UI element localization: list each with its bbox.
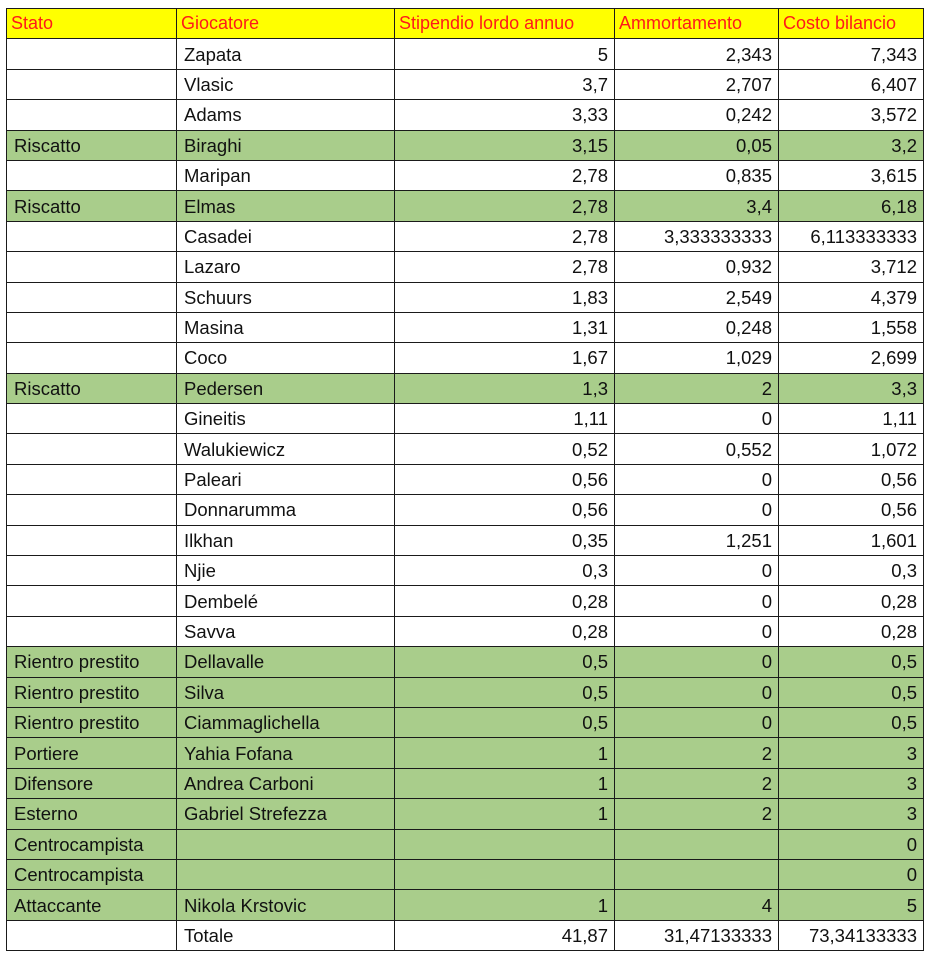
cell-stipendio: 2,78 xyxy=(395,160,615,190)
cell-stato: Centrocampista xyxy=(7,859,177,889)
cell-stipendio: 0,5 xyxy=(395,677,615,707)
cell-ammortamento: 2 xyxy=(615,799,779,829)
table-row xyxy=(7,586,924,616)
cell-stipendio: 0,28 xyxy=(395,586,615,616)
cell-costo: 3,2 xyxy=(779,130,924,160)
cell-stipendio: 0,28 xyxy=(395,616,615,646)
cell-stipendio: 3,15 xyxy=(395,130,615,160)
table-row xyxy=(7,252,924,282)
cell-costo: 1,601 xyxy=(779,525,924,555)
cell-ammortamento: 2,707 xyxy=(615,69,779,99)
cell-costo: 7,343 xyxy=(779,39,924,69)
cell-stato xyxy=(7,586,177,616)
table-row xyxy=(7,647,924,677)
table-body xyxy=(7,39,924,920)
cell-ammortamento: 0,552 xyxy=(615,434,779,464)
cell-costo: 3 xyxy=(779,768,924,798)
cell-stato: Centrocampista xyxy=(7,829,177,859)
table-row xyxy=(7,100,924,130)
cell-stipendio: 1,83 xyxy=(395,282,615,312)
cell-stato xyxy=(7,404,177,434)
totals-ammortamento: 31,47133333 xyxy=(615,920,779,950)
cell-giocatore: Elmas xyxy=(177,191,395,221)
cell-costo: 4,379 xyxy=(779,282,924,312)
cell-giocatore: Adams xyxy=(177,100,395,130)
cell-costo: 3,572 xyxy=(779,100,924,130)
cell-costo: 3 xyxy=(779,799,924,829)
cell-ammortamento: 1,029 xyxy=(615,343,779,373)
cell-ammortamento: 0 xyxy=(615,616,779,646)
cell-giocatore: Silva xyxy=(177,677,395,707)
cell-stipendio: 1 xyxy=(395,890,615,920)
table-row xyxy=(7,799,924,829)
cell-stipendio: 1 xyxy=(395,738,615,768)
cell-ammortamento: 3,333333333 xyxy=(615,221,779,251)
cell-stato: Rientro prestito xyxy=(7,707,177,737)
cell-giocatore: Walukiewicz xyxy=(177,434,395,464)
cell-costo: 5 xyxy=(779,890,924,920)
cell-ammortamento: 0 xyxy=(615,464,779,494)
cell-giocatore: Ciammaglichella xyxy=(177,707,395,737)
cell-ammortamento: 0,05 xyxy=(615,130,779,160)
cell-stipendio: 5 xyxy=(395,39,615,69)
salary-table xyxy=(6,8,924,951)
cell-ammortamento: 4 xyxy=(615,890,779,920)
cell-ammortamento: 0,242 xyxy=(615,100,779,130)
cell-stipendio: 1 xyxy=(395,799,615,829)
cell-stipendio: 0,5 xyxy=(395,647,615,677)
cell-stato xyxy=(7,39,177,69)
cell-giocatore: Andrea Carboni xyxy=(177,768,395,798)
cell-costo: 2,699 xyxy=(779,343,924,373)
cell-ammortamento xyxy=(615,859,779,889)
cell-giocatore: Ilkhan xyxy=(177,525,395,555)
table-row xyxy=(7,616,924,646)
cell-giocatore: Lazaro xyxy=(177,252,395,282)
cell-costo: 3,3 xyxy=(779,373,924,403)
table-row xyxy=(7,282,924,312)
table-row xyxy=(7,404,924,434)
cell-stipendio: 0,5 xyxy=(395,707,615,737)
cell-stato xyxy=(7,221,177,251)
cell-giocatore: Schuurs xyxy=(177,282,395,312)
cell-stato xyxy=(7,616,177,646)
cell-stato xyxy=(7,282,177,312)
totals-stipendio: 41,87 xyxy=(395,920,615,950)
table-row xyxy=(7,890,924,920)
cell-ammortamento: 3,4 xyxy=(615,191,779,221)
cell-ammortamento: 0 xyxy=(615,707,779,737)
cell-stato: Attaccante xyxy=(7,890,177,920)
cell-giocatore: Njie xyxy=(177,556,395,586)
cell-stipendio: 1,67 xyxy=(395,343,615,373)
table-row xyxy=(7,859,924,889)
cell-costo: 3,712 xyxy=(779,252,924,282)
cell-giocatore: Coco xyxy=(177,343,395,373)
cell-giocatore: Yahia Fofana xyxy=(177,738,395,768)
table-row xyxy=(7,312,924,342)
cell-stato xyxy=(7,343,177,373)
table-row xyxy=(7,160,924,190)
cell-giocatore: Nikola Krstovic xyxy=(177,890,395,920)
cell-giocatore: Maripan xyxy=(177,160,395,190)
cell-stato xyxy=(7,434,177,464)
cell-costo: 0,5 xyxy=(779,707,924,737)
cell-stato xyxy=(7,495,177,525)
header-stipendio: Stipendio lordo annuo xyxy=(395,9,615,39)
cell-costo: 0 xyxy=(779,829,924,859)
cell-ammortamento xyxy=(615,829,779,859)
cell-ammortamento: 1,251 xyxy=(615,525,779,555)
cell-costo: 0,3 xyxy=(779,556,924,586)
cell-stipendio: 2,78 xyxy=(395,252,615,282)
cell-stato: Rientro prestito xyxy=(7,647,177,677)
table-row xyxy=(7,829,924,859)
cell-stato: Portiere xyxy=(7,738,177,768)
cell-stipendio: 1,3 xyxy=(395,373,615,403)
cell-stato: Difensore xyxy=(7,768,177,798)
cell-stato: Riscatto xyxy=(7,373,177,403)
cell-stipendio: 0,52 xyxy=(395,434,615,464)
cell-giocatore: Gineitis xyxy=(177,404,395,434)
cell-giocatore: Pedersen xyxy=(177,373,395,403)
cell-ammortamento: 0,932 xyxy=(615,252,779,282)
cell-costo: 0,56 xyxy=(779,464,924,494)
header-ammortamento: Ammortamento xyxy=(615,9,779,39)
cell-costo: 0,56 xyxy=(779,495,924,525)
table-row xyxy=(7,738,924,768)
cell-ammortamento: 0 xyxy=(615,556,779,586)
totals-costo: 73,34133333 xyxy=(779,920,924,950)
table-row xyxy=(7,434,924,464)
cell-stipendio: 0,35 xyxy=(395,525,615,555)
cell-stato: Rientro prestito xyxy=(7,677,177,707)
cell-stato xyxy=(7,69,177,99)
table-row xyxy=(7,373,924,403)
table-row xyxy=(7,556,924,586)
cell-ammortamento: 0 xyxy=(615,404,779,434)
cell-stipendio: 0,56 xyxy=(395,495,615,525)
cell-stipendio: 0,3 xyxy=(395,556,615,586)
header-costo: Costo bilancio xyxy=(779,9,924,39)
cell-giocatore xyxy=(177,829,395,859)
cell-ammortamento: 0,835 xyxy=(615,160,779,190)
cell-ammortamento: 2 xyxy=(615,768,779,798)
cell-costo: 1,072 xyxy=(779,434,924,464)
cell-stato: Esterno xyxy=(7,799,177,829)
cell-giocatore: Biraghi xyxy=(177,130,395,160)
cell-stipendio: 3,7 xyxy=(395,69,615,99)
cell-stato xyxy=(7,312,177,342)
cell-costo: 1,558 xyxy=(779,312,924,342)
cell-stato xyxy=(7,100,177,130)
header-stato: Stato xyxy=(7,9,177,39)
cell-ammortamento: 0,248 xyxy=(615,312,779,342)
cell-stipendio: 3,33 xyxy=(395,100,615,130)
cell-giocatore: Dembelé xyxy=(177,586,395,616)
cell-stato xyxy=(7,252,177,282)
cell-costo: 6,113333333 xyxy=(779,221,924,251)
table-row xyxy=(7,525,924,555)
table-row xyxy=(7,343,924,373)
cell-giocatore: Donnarumma xyxy=(177,495,395,525)
cell-stipendio xyxy=(395,859,615,889)
table-row xyxy=(7,39,924,69)
cell-giocatore: Gabriel Strefezza xyxy=(177,799,395,829)
cell-costo: 0,28 xyxy=(779,586,924,616)
cell-giocatore: Savva xyxy=(177,616,395,646)
cell-stipendio: 1,31 xyxy=(395,312,615,342)
cell-stato: Riscatto xyxy=(7,191,177,221)
table-row xyxy=(7,495,924,525)
cell-stato xyxy=(7,160,177,190)
cell-costo: 6,407 xyxy=(779,69,924,99)
cell-ammortamento: 2 xyxy=(615,738,779,768)
cell-ammortamento: 0 xyxy=(615,647,779,677)
cell-costo: 3,615 xyxy=(779,160,924,190)
cell-giocatore: Masina xyxy=(177,312,395,342)
table-row xyxy=(7,464,924,494)
cell-giocatore: Vlasic xyxy=(177,69,395,99)
totals-label: Totale xyxy=(177,920,395,950)
cell-stato xyxy=(7,556,177,586)
cell-stipendio: 2,78 xyxy=(395,191,615,221)
header-row xyxy=(7,9,924,39)
cell-stato xyxy=(7,525,177,555)
cell-costo: 1,11 xyxy=(779,404,924,434)
cell-giocatore: Zapata xyxy=(177,39,395,69)
table-row xyxy=(7,69,924,99)
table-row xyxy=(7,191,924,221)
cell-giocatore xyxy=(177,859,395,889)
cell-ammortamento: 2 xyxy=(615,373,779,403)
cell-ammortamento: 2,343 xyxy=(615,39,779,69)
cell-giocatore: Dellavalle xyxy=(177,647,395,677)
cell-costo: 6,18 xyxy=(779,191,924,221)
cell-costo: 0,5 xyxy=(779,647,924,677)
cell-stipendio: 1 xyxy=(395,768,615,798)
cell-stato xyxy=(7,464,177,494)
table-row xyxy=(7,221,924,251)
table-row xyxy=(7,130,924,160)
cell-costo: 0,28 xyxy=(779,616,924,646)
header-giocatore: Giocatore xyxy=(177,9,395,39)
cell-stipendio: 0,56 xyxy=(395,464,615,494)
cell-giocatore: Paleari xyxy=(177,464,395,494)
totals-stato xyxy=(7,920,177,950)
cell-giocatore: Casadei xyxy=(177,221,395,251)
cell-stipendio: 1,11 xyxy=(395,404,615,434)
cell-stipendio xyxy=(395,829,615,859)
cell-ammortamento: 2,549 xyxy=(615,282,779,312)
cell-costo: 0,5 xyxy=(779,677,924,707)
totals-row xyxy=(7,920,924,950)
table-row xyxy=(7,768,924,798)
cell-costo: 3 xyxy=(779,738,924,768)
cell-costo: 0 xyxy=(779,859,924,889)
spreadsheet xyxy=(6,8,923,951)
cell-ammortamento: 0 xyxy=(615,677,779,707)
cell-stato: Riscatto xyxy=(7,130,177,160)
table-row xyxy=(7,677,924,707)
table-row xyxy=(7,707,924,737)
cell-stipendio: 2,78 xyxy=(395,221,615,251)
cell-ammortamento: 0 xyxy=(615,586,779,616)
cell-ammortamento: 0 xyxy=(615,495,779,525)
